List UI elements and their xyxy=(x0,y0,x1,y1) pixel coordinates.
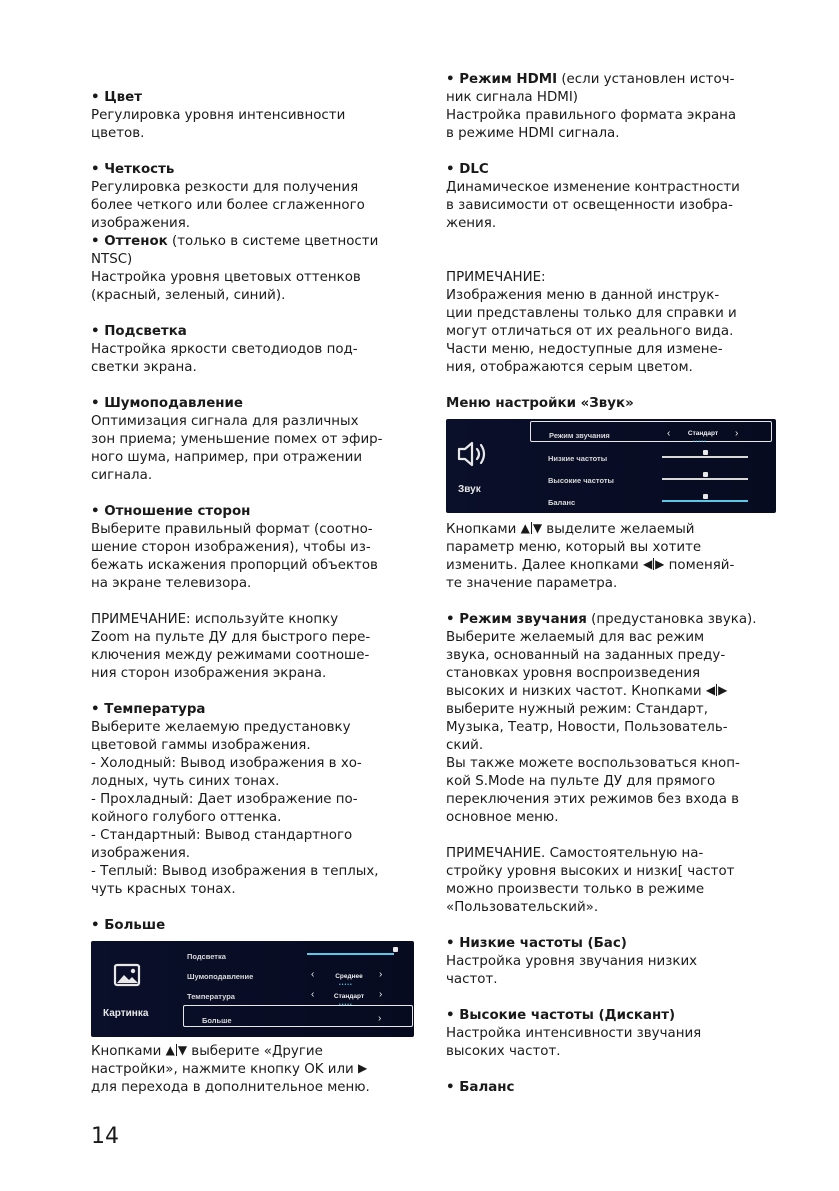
hdmi-title-suffix: (если установлен источ- xyxy=(557,72,735,87)
temperature-value: Стандарт xyxy=(333,993,365,1000)
picture-row-backlight[interactable] xyxy=(183,943,405,961)
arrow-left-icon: ◀ xyxy=(705,683,716,697)
picture-row-label: Больше xyxy=(202,1016,232,1025)
instr-text: изменить. Далее кнопками xyxy=(446,558,643,573)
arrow-left-icon: ◀ xyxy=(642,557,653,571)
chevron-left-icon: ‹ xyxy=(311,989,315,1000)
tint-title: • Оттенок xyxy=(91,234,168,249)
chevron-left-icon: ‹ xyxy=(667,428,671,439)
note-zoom: ПРИМЕЧАНИЕ: используйте кнопку Zoom на пульте ДУ для быстрого пере- ключения между режимами соотноше- ния сторон изображения экрана. xyxy=(91,612,371,681)
picture-icon xyxy=(113,963,143,989)
sound-row-mode[interactable] xyxy=(530,421,772,445)
arrow-up-icon: ▲ xyxy=(520,521,530,535)
sound-row-label: Баланс xyxy=(548,498,576,507)
right-column xyxy=(446,71,782,1097)
sound-category-label: Звук xyxy=(458,484,481,495)
arrow-down-icon: ▼ xyxy=(177,1043,188,1057)
balance-title: • Баланс xyxy=(446,1080,515,1095)
temperature-title: • Температура xyxy=(91,702,206,717)
balance-track xyxy=(662,500,748,502)
backlight-level-knob xyxy=(393,947,398,952)
chevron-left-icon: ‹ xyxy=(311,969,315,980)
balance-level-knob xyxy=(703,494,708,499)
instr-text: для перехода в дополнительное меню. xyxy=(91,1080,370,1095)
sound-instructions xyxy=(446,521,782,593)
treble-level-knob xyxy=(703,472,708,477)
picture-row-more[interactable] xyxy=(183,1005,413,1027)
chevron-right-icon: › xyxy=(735,428,739,439)
instr-text: выделите желаемый xyxy=(542,522,695,537)
hdmi-heading xyxy=(446,71,782,89)
treble-track xyxy=(662,478,748,480)
sound-row-label: Низкие частоты xyxy=(548,454,608,463)
sound-row-balance[interactable] xyxy=(530,489,770,507)
separator xyxy=(531,522,532,534)
instr-text: Кнопками xyxy=(91,1044,166,1059)
noise-title: • Шумоподавление xyxy=(91,396,244,411)
sound-heading: Меню настройки «Звук» xyxy=(446,396,634,411)
arrow-right-icon: ▶ xyxy=(718,683,728,697)
bass-track xyxy=(662,456,748,458)
backlight-title: • Подсветка xyxy=(91,324,187,339)
sound-mode-text1: Выберите желаемый для вас режим звука, основанный на заданных преду- становках уровня воспроизведения xyxy=(446,630,726,681)
page-number: 14 xyxy=(91,1124,119,1149)
aspect-text: Выберите правильный формат (соотно- шение сторон изображения), чтобы из- бежать искажения пропорций объектов на экране телевизора. xyxy=(91,522,378,591)
value-dots: ••••• xyxy=(339,982,353,988)
arrow-right-icon: ▶ xyxy=(655,557,665,571)
sound-row-bass[interactable] xyxy=(530,445,770,463)
sound-mode-title: • Режим звучания xyxy=(446,612,587,627)
instr-text: настройки», нажмите кнопку OK или xyxy=(91,1062,358,1077)
color-title: • Цвет xyxy=(91,90,142,105)
sound-row-label: Режим звучания xyxy=(549,431,610,440)
note-user: ПРИМЕЧАНИЕ. Самостоятельную на- стройку уровня высоких и низки[ частот можно произвести только в режиме «Пользовательский». xyxy=(446,846,735,915)
tint-title-suffix2: NTSC) xyxy=(91,252,133,267)
sound-menu-screenshot xyxy=(446,419,776,513)
tint-title-suffix: (только в системе цветности xyxy=(167,234,379,249)
tint-heading xyxy=(91,233,423,269)
noise-text: Оптимизация сигнала для различных зон приема; уменьшение помех от эфир- ного шума, например, при отражении сигнала. xyxy=(91,414,383,483)
backlight-text: Настройка яркости светодиодов под- светки экрана. xyxy=(91,342,358,375)
chevron-right-icon: › xyxy=(378,1013,382,1024)
left-column xyxy=(91,71,423,1097)
more-title: • Больше xyxy=(91,918,166,933)
separator xyxy=(716,684,717,696)
value-dots: ••••• xyxy=(339,1002,353,1008)
arrow-up-icon: ▲ xyxy=(165,1043,175,1057)
dlc-text: Динамическое изменение контрастности в зависимости от освещенности изобра- жения. xyxy=(446,180,740,231)
value-dots: ••••• xyxy=(693,439,707,445)
dlc-title: • DLC xyxy=(446,162,489,177)
sound-mode-heading xyxy=(446,611,782,629)
bass-title: • Низкие частоты (Бас) xyxy=(446,936,627,951)
picture-instructions xyxy=(91,1043,423,1097)
arrow-down-icon: ▼ xyxy=(532,521,543,535)
aspect-title: • Отношение сторон xyxy=(91,504,251,519)
instr-text: выберите «Другие xyxy=(187,1044,323,1059)
picture-row-label: Температура xyxy=(187,992,235,1001)
backlight-level-bar xyxy=(307,953,394,955)
note-menu: ПРИМЕЧАНИЕ: Изображения меню в данной инструк- ции представлены только для справки и могут отличаться от их реального вида. Части меню, недоступные для измене- ния, отображаются серым цветом. xyxy=(446,270,737,375)
hdmi-title: • Режим HDMI xyxy=(446,72,558,87)
picture-row-noise[interactable] xyxy=(183,963,405,988)
sound-row-label: Высокие частоты xyxy=(548,476,614,485)
hdmi-text: ник сигнала HDMI) Настройка правильного формата экрана в режиме HDMI сигнала. xyxy=(446,90,737,141)
instr-text: поменяй- xyxy=(664,558,735,573)
treble-text: Настройка интенсивности звучания высоких частот. xyxy=(446,1026,702,1059)
sound-mode-line xyxy=(446,683,782,701)
arrow-right-icon: ▶ xyxy=(358,1061,368,1075)
temperature-text: Выберите желаемую предустановку цветовой гаммы изображения. - Холодный: Вывод изображения в хо- лодных, чуть синих тонах. - Прохладный: Дает изображение по- койного голубого оттенка. - Стандартный: Вывод стандартного изображения. - Теплый: Вывод изображения в теплых, чуть красных тонах. xyxy=(91,720,379,897)
noise-value: Среднее xyxy=(335,973,363,980)
separator xyxy=(176,1044,177,1056)
instr-text: параметр меню, который вы хотите xyxy=(446,540,702,555)
instr-text: высоких и низких частот. Кнопками xyxy=(446,684,706,699)
sound-row-treble[interactable] xyxy=(530,467,770,485)
picture-row-temperature[interactable] xyxy=(183,983,405,1008)
instr-text: Кнопками xyxy=(446,522,521,537)
sound-mode-value: Стандарт xyxy=(687,430,719,437)
tint-text: Настройка уровня цветовых оттенков (красный, зеленый, синий). xyxy=(91,270,361,303)
sharpness-title: • Четкость xyxy=(91,162,175,177)
sound-mode-text3: выберите нужный режим: Стандарт, Музыка, Театр, Новости, Пользователь- ский. Вы также можете воспользоваться кноп- кой S.Mode на пульте ДУ для прямого переключения этих режимов без входа в основное меню. xyxy=(446,702,740,825)
instr-text: те значение параметра. xyxy=(446,576,618,591)
speaker-icon xyxy=(456,439,490,469)
separator xyxy=(653,558,654,570)
treble-title: • Высокие частоты (Дискант) xyxy=(446,1008,676,1023)
sound-mode-title-suffix: (предустановка звука). xyxy=(586,612,757,627)
picture-category-label: Картинка xyxy=(103,1008,149,1019)
sharpness-text: Регулировка резкости для получения более четкого или более сглаженного изображения. xyxy=(91,180,365,231)
color-text: Регулировка уровня интенсивности цветов. xyxy=(91,108,346,141)
bass-level-knob xyxy=(703,450,708,455)
chevron-right-icon: › xyxy=(379,969,383,980)
picture-menu-screenshot xyxy=(91,941,414,1037)
picture-row-label: Шумоподавление xyxy=(187,972,254,981)
chevron-right-icon: › xyxy=(379,989,383,1000)
picture-row-label: Подсветка xyxy=(187,952,226,961)
bass-text: Настройка уровня звучания низких частот. xyxy=(446,954,698,987)
